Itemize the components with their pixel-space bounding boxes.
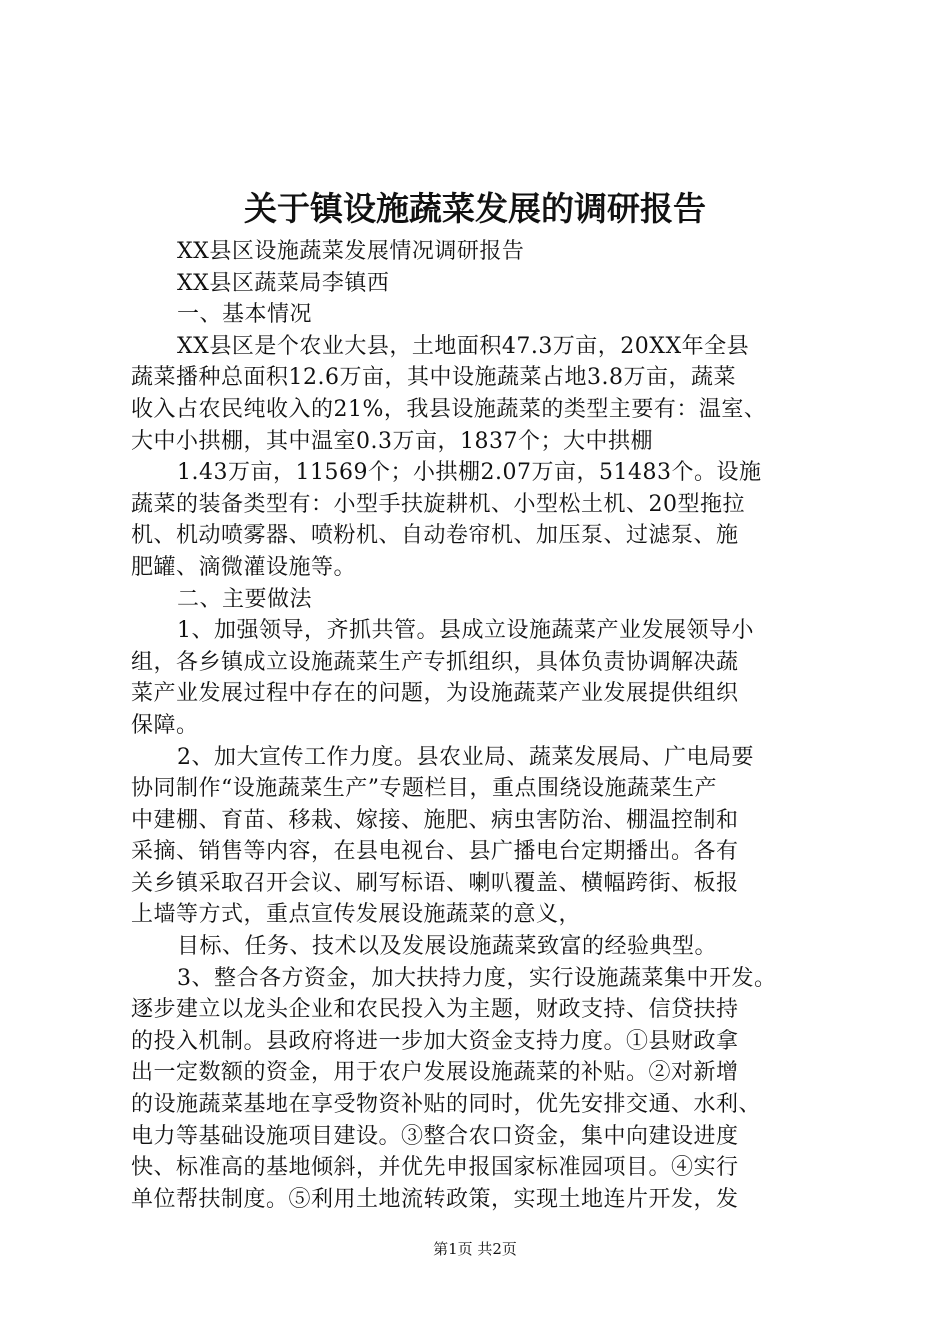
text-line: 中建棚、育苗、移栽、嫁接、施肥、病虫害防治、棚温控制和 <box>131 807 739 833</box>
text-line: 肥罐、滴微灌设施等。 <box>131 554 357 580</box>
text-line: XX县区设施蔬菜发展情况调研报告 <box>177 239 525 264</box>
page-indicator: 第1页 共2页 <box>433 1240 517 1258</box>
text-line: 关乡镇采取召开会议、刷写标语、喇叭覆盖、横幅跨街、板报 <box>131 870 739 896</box>
document-body <box>131 236 831 1215</box>
text-line: 机、机动喷雾器、喷粉机、自动卷帘机、加压泵、过滤泵、施 <box>131 523 739 549</box>
text-line: 出一定数额的资金，用于农户发展设施蔬菜的补贴。②对新增 <box>131 1060 739 1086</box>
text-line: 保障。 <box>131 712 199 738</box>
text-line: XX县区蔬菜局李镇西 <box>177 270 390 296</box>
text-line: 单位帮扶制度。⑤利用土地流转政策，实现土地连片开发，发 <box>131 1186 739 1212</box>
text-line: 蔬菜的装备类型有：小型手扶旋耕机、小型松土机、20型拖拉 <box>131 491 745 517</box>
text-line: 1.43万亩，11569个；小拱棚2.07万亩，51483个。设施 <box>177 460 762 486</box>
text-line: 一、基本情况 <box>177 302 313 328</box>
text-line: 电力等基础设施项目建设。③整合农口资金，集中向建设进度 <box>131 1123 739 1149</box>
text-line: XX县区是个农业大县，土地面积47.3万亩，20XX年全县 <box>177 333 750 359</box>
document-title: 关于镇设施蔬菜发展的调研报告 <box>244 189 706 228</box>
text-line: 的投入机制。县政府将进一步加大资金支持力度。①县财政拿 <box>131 1028 739 1054</box>
text-line: 二、主要做法 <box>177 586 313 612</box>
text-line: 菜产业发展过程中存在的问题，为设施蔬菜产业发展提供组织 <box>131 681 739 707</box>
text-line: 协同制作“设施蔬菜生产”专题栏目，重点围绕设施蔬菜生产 <box>131 776 717 802</box>
text-line: 1、加强领导，齐抓共管。县成立设施蔬菜产业发展领导小 <box>177 618 754 644</box>
text-line: 组，各乡镇成立设施蔬菜生产专抓组织，具体负责协调解决蔬 <box>131 649 739 675</box>
text-line: 快、标准高的基地倾斜，并优先申报国家标准园项目。④实行 <box>131 1155 739 1181</box>
text-line: 逐步建立以龙头企业和农民投入为主题，财政支持、信贷扶持 <box>131 997 739 1023</box>
text-line: 采摘、销售等内容，在县电视台、县广播电台定期播出。各有 <box>131 839 739 865</box>
text-line: 目标、任务、技术以及发展设施蔬菜致富的经验典型。 <box>177 934 718 960</box>
text-line: 3、整合各方资金，加大扶持力度，实行设施蔬菜集中开发。 <box>177 965 777 991</box>
text-line: 收入占农民纯收入的21%，我县设施蔬菜的类型主要有：温室、 <box>131 396 767 422</box>
text-line: 大中小拱棚，其中温室0.3万亩，1837个；大中拱棚 <box>131 428 653 454</box>
text-line: 的设施蔬菜基地在享受物资补贴的同时，优先安排交通、水利、 <box>131 1092 762 1118</box>
text-line: 上墙等方式，重点宣传发展设施蔬菜的意义， <box>131 902 582 928</box>
text-line: 蔬菜播种总面积12.6万亩，其中设施蔬菜占地3.8万亩，蔬菜 <box>131 365 736 391</box>
text-line: 2、加大宣传工作力度。县农业局、蔬菜发展局、广电局要 <box>177 744 754 770</box>
